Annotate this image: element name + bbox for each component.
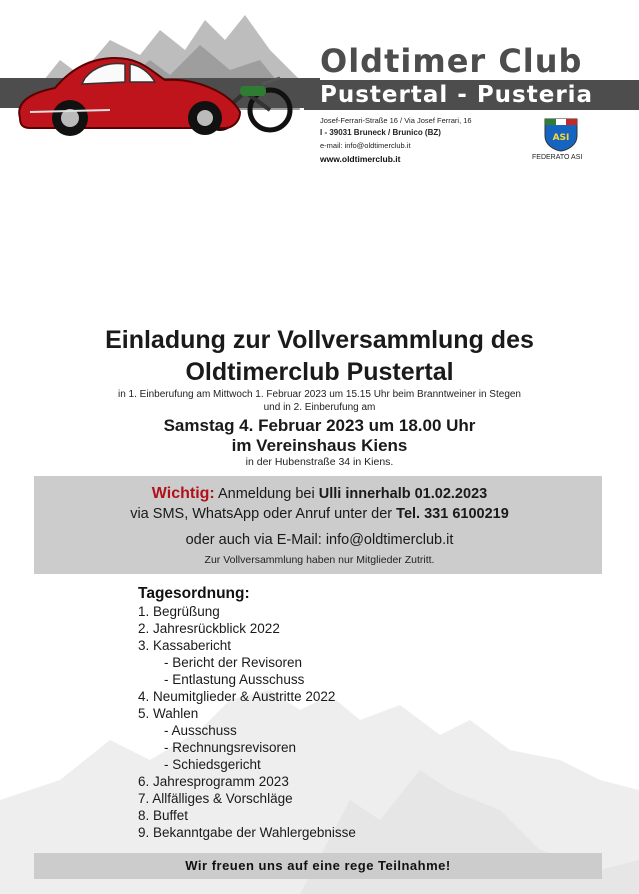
invitation-title-line-2: Oldtimerclub Pustertal [185, 358, 454, 386]
agenda-item: 4. Neumitglieder & Austritte 2022 [138, 689, 336, 704]
club-logo-artwork [0, 0, 320, 150]
agenda-item: 3. Kassabericht [138, 638, 232, 653]
address-line-2: I - 39031 Bruneck / Brunico (BZ) [320, 128, 441, 137]
contact-line [0, 504, 639, 524]
club-subtitle: Pustertal - Pusteria [320, 82, 594, 108]
federation-label: FEDERATO ASI [532, 154, 583, 161]
important-label: Wichtig: [151, 485, 215, 502]
agenda-item: 6. Jahresprogramm 2023 [138, 774, 289, 789]
asi-shield-icon [542, 116, 580, 152]
address-line-1: Josef-Ferrari-Straße 16 / Via Josef Ferrari, 16 [320, 116, 472, 125]
registration-text: Anmeldung bei [217, 486, 315, 502]
agenda-item: 2. Jahresrückblick 2022 [138, 621, 280, 636]
agenda-title: Tagesordnung: [138, 585, 250, 602]
meeting-place: im Vereinshaus Kiens [231, 436, 408, 455]
agenda-subitem: - Entlastung Ausschuss [164, 672, 305, 687]
first-call-text: in 1. Einberufung am Mittwoch 1. Februar 2023 um 15.15 Uhr beim Branntweiner in Stegen [118, 389, 521, 400]
agenda-subitem: - Rechnungsrevisoren [164, 740, 297, 755]
agenda-item: 1. Begrüßung [138, 604, 220, 619]
agenda-item: 9. Bekanntgabe der Wahlergebnisse [138, 825, 356, 840]
agenda-subitem: - Bericht der Revisoren [164, 655, 303, 670]
agenda-item: 7. Allfälliges & Vorschläge [138, 791, 293, 806]
footer-text: Wir freuen uns auf eine rege Teilnahme! [185, 858, 451, 873]
club-name: Oldtimer Club [320, 42, 583, 80]
agenda-item: 8. Buffet [138, 808, 189, 823]
asi-emblem-label: ASI [552, 133, 570, 143]
invitation-title-line-1: Einladung zur Vollversammlung des [105, 326, 534, 354]
registration-line [0, 484, 639, 504]
meeting-date: Samstag 4. Februar 2023 um 18.00 Uhr [163, 416, 476, 435]
agenda-subitem: - Ausschuss [164, 723, 237, 738]
second-call-text: und in 2. Einberufung am [263, 402, 376, 413]
meeting-address: in der Hubenstraße 34 in Kiens. [245, 456, 394, 468]
phone-number[interactable]: Tel. 331 6100219 [396, 506, 509, 522]
registration-deadline: Ulli innerhalb 01.02.2023 [318, 486, 488, 502]
agenda-item: 5. Wahlen [138, 706, 199, 721]
contact-text: via SMS, WhatsApp oder Anruf unter der [130, 506, 393, 522]
email-contact-line: oder auch via E-Mail: info@oldtimerclub.it [185, 532, 454, 548]
members-only-note: Zur Vollversammlung haben nur Mitglieder Zutritt. [204, 554, 435, 566]
website-link[interactable]: www.oldtimerclub.it [320, 154, 401, 164]
email-text[interactable]: e-mail: info@oldtimerclub.it [320, 141, 411, 150]
agenda-subitem: - Schiedsgericht [164, 757, 261, 772]
